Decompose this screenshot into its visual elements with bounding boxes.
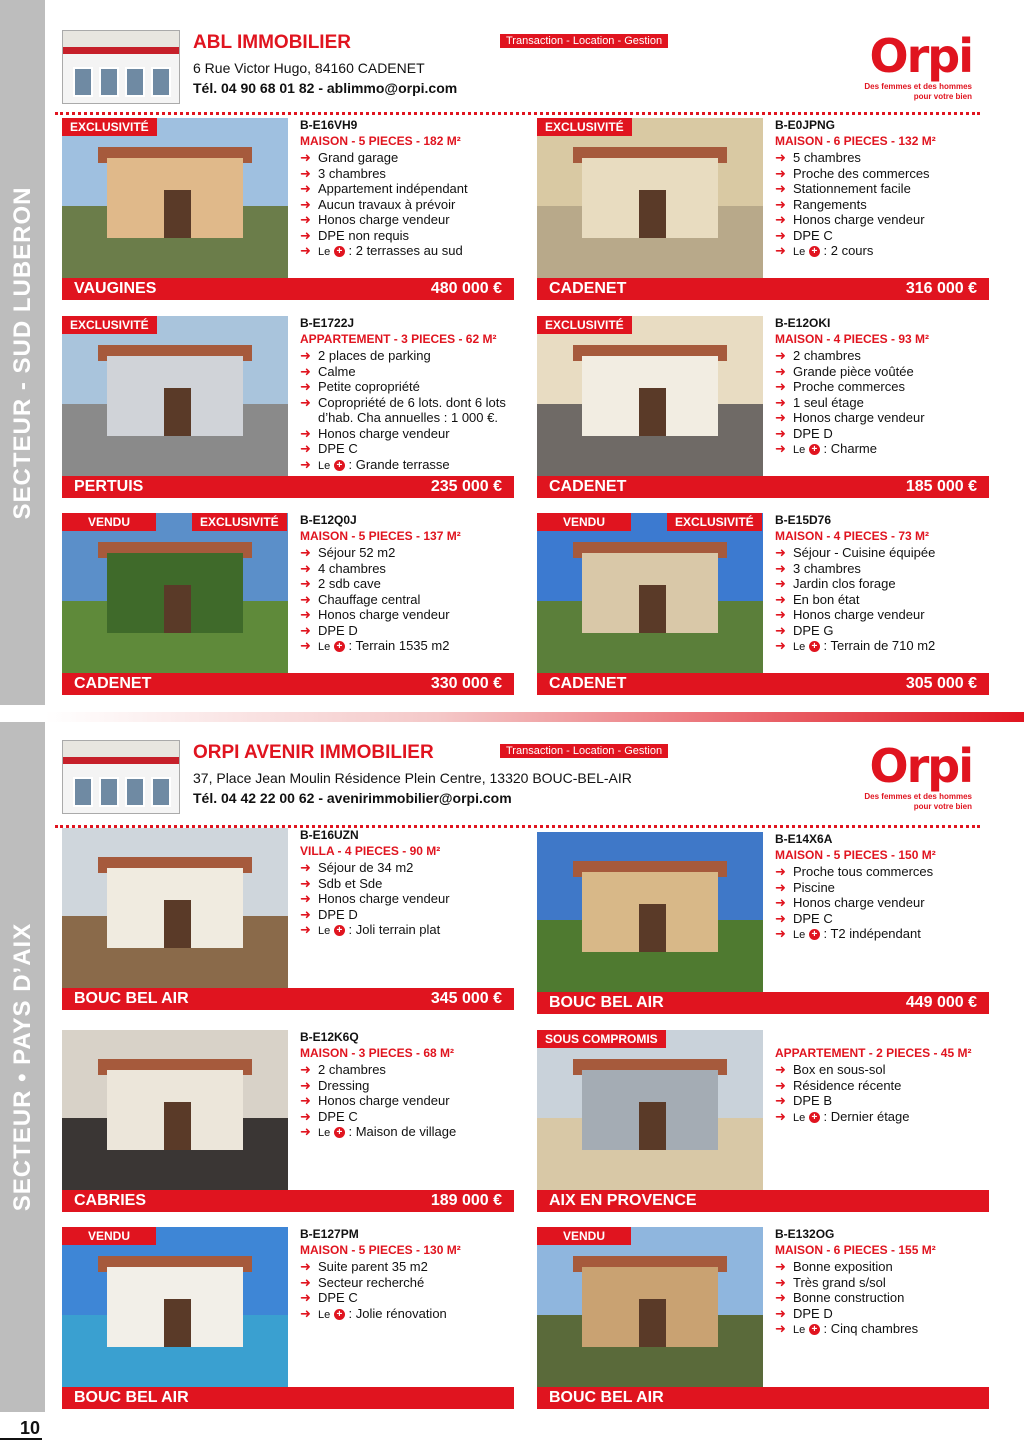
arrow-icon: ➜ bbox=[775, 1305, 786, 1321]
arrow-icon: ➜ bbox=[775, 165, 786, 181]
arrow-icon: ➜ bbox=[775, 1259, 786, 1274]
feature-item: ➜ Petite copropriété bbox=[300, 379, 420, 394]
listing-footer-bar bbox=[62, 278, 514, 300]
arrow-icon: ➜ bbox=[775, 441, 786, 456]
listing-card[interactable] bbox=[537, 118, 989, 308]
arrow-icon: ➜ bbox=[775, 560, 786, 576]
feature-item: ➜ Grand garage bbox=[300, 150, 399, 165]
listing-city: CADENET bbox=[549, 675, 627, 692]
listing-city: BOUC BEL AIR bbox=[549, 994, 664, 1011]
listing-reference bbox=[775, 1030, 989, 1046]
listing-type: APPARTEMENT - 2 PIECES - 45 M² bbox=[775, 1046, 972, 1060]
arrow-icon: ➜ bbox=[300, 607, 311, 622]
feature-item: ➜ Calme bbox=[300, 363, 356, 379]
feature-item: ➜ Séjour - Cuisine équipée bbox=[775, 545, 936, 560]
feature-plus: ➜ Le + : Terrain de 710 m2 bbox=[775, 638, 936, 653]
feature-item: ➜ 2 chambres bbox=[300, 1062, 386, 1077]
property-photo[interactable] bbox=[62, 118, 288, 278]
listing-card[interactable] bbox=[62, 1030, 514, 1220]
listing-card[interactable] bbox=[537, 832, 989, 1022]
feature-item: ➜ Grande pièce voûtée bbox=[775, 363, 914, 379]
feature-item: ➜ Jardin clos forage bbox=[775, 576, 896, 591]
agency-name: ABL IMMOBILIER bbox=[193, 32, 351, 53]
logo-tagline-1: Des femmes et des hommes bbox=[864, 82, 972, 91]
feature-item: ➜ 1 seul étage bbox=[775, 394, 864, 410]
arrow-icon: ➜ bbox=[300, 891, 311, 906]
feature-item: ➜ Honos charge vendeur bbox=[775, 212, 925, 227]
feature-item: ➜ 4 chambres bbox=[300, 560, 386, 576]
feature-item: ➜ Appartement indépendant bbox=[300, 181, 468, 196]
arrow-icon: ➜ bbox=[300, 1305, 311, 1321]
sidebar-section-pays-aix bbox=[0, 722, 45, 1412]
feature-item: ➜ Sdb et Sde bbox=[300, 875, 383, 891]
listing-reference: B-E14X6A bbox=[775, 832, 833, 846]
listing-price: 449 000 € bbox=[905, 994, 977, 1011]
feature-item: ➜ Rangements bbox=[775, 196, 867, 212]
feature-item: ➜ 3 chambres bbox=[300, 165, 386, 181]
arrow-icon: ➜ bbox=[775, 348, 786, 363]
agency-contact: Tél. 04 42 22 00 62 - avenirimmobilier@orpi.com bbox=[193, 790, 512, 806]
listing-city: VAUGINES bbox=[74, 280, 157, 297]
arrow-icon: ➜ bbox=[775, 243, 786, 258]
arrow-icon: ➜ bbox=[300, 622, 311, 638]
feature-item: ➜ Honos charge vendeur bbox=[300, 425, 450, 441]
arrow-icon: ➜ bbox=[300, 591, 311, 607]
feature-item: ➜ 2 chambres bbox=[775, 348, 861, 363]
listing-reference: B-E1722J bbox=[300, 316, 355, 330]
feature-item: ➜ Copropriété de 6 lots. dont 6 lots d’hab. Cha annuelles : 1 000 €. bbox=[300, 394, 506, 425]
arrow-icon: ➜ bbox=[300, 394, 311, 410]
feature-item: ➜ Box en sous-sol bbox=[775, 1062, 886, 1077]
feature-item: ➜ DPE non requis bbox=[300, 227, 410, 243]
sidebar-section-sud-luberon bbox=[0, 0, 45, 705]
feature-item: ➜ DPE C bbox=[775, 910, 833, 926]
property-photo[interactable] bbox=[537, 1030, 763, 1190]
feature-item: ➜ 2 places de parking bbox=[300, 348, 431, 363]
listing-card[interactable] bbox=[62, 513, 514, 703]
arrow-icon: ➜ bbox=[300, 456, 311, 472]
listing-details bbox=[775, 316, 989, 459]
plus-icon: + bbox=[334, 641, 345, 652]
property-photo[interactable] bbox=[537, 832, 763, 992]
feature-plus: ➜ Le + : T2 indépendant bbox=[775, 926, 921, 941]
status-badge: EXCLUSIVITÉ bbox=[62, 316, 157, 334]
feature-item: ➜ Honos charge vendeur bbox=[300, 1093, 450, 1108]
arrow-icon: ➜ bbox=[300, 243, 311, 258]
listing-details bbox=[300, 1227, 514, 1323]
arrow-icon: ➜ bbox=[775, 576, 786, 591]
listing-reference: B-E0JPNG bbox=[775, 118, 836, 132]
listing-city: CADENET bbox=[74, 675, 152, 692]
feature-plus: ➜ Le + : 2 cours bbox=[775, 243, 874, 258]
listing-city: BOUC BEL AIR bbox=[74, 1389, 189, 1406]
listing-price: 189 000 € bbox=[430, 1192, 502, 1209]
feature-item: ➜ DPE C bbox=[300, 1108, 358, 1124]
arrow-icon: ➜ bbox=[775, 394, 786, 410]
arrow-icon: ➜ bbox=[300, 1093, 311, 1108]
listing-card[interactable] bbox=[62, 828, 514, 1018]
feature-item: ➜ 2 sdb cave bbox=[300, 576, 381, 591]
arrow-icon: ➜ bbox=[300, 560, 311, 576]
listing-details bbox=[775, 1030, 989, 1126]
plus-icon: + bbox=[334, 1127, 345, 1138]
arrow-icon: ➜ bbox=[775, 1290, 786, 1305]
logo-brand: Orpi bbox=[869, 739, 972, 793]
status-badge: EXCLUSIVITÉ bbox=[667, 513, 762, 531]
status-badge: EXCLUSIVITÉ bbox=[62, 118, 157, 136]
arrow-icon: ➜ bbox=[775, 181, 786, 196]
feature-item: ➜ Honos charge vendeur bbox=[300, 607, 450, 622]
arrow-icon: ➜ bbox=[300, 150, 311, 165]
arrow-icon: ➜ bbox=[775, 363, 786, 379]
listing-reference: B-E12K6Q bbox=[300, 1030, 359, 1044]
feature-item: ➜ Bonne exposition bbox=[775, 1259, 893, 1274]
feature-plus: ➜ Le + : Joli terrain plat bbox=[300, 922, 441, 937]
feature-item: ➜ Stationnement facile bbox=[775, 181, 911, 196]
listing-details bbox=[300, 1030, 514, 1142]
feature-item: ➜ 5 chambres bbox=[775, 150, 861, 165]
feature-plus: ➜ Le + : Charme bbox=[775, 441, 877, 456]
arrow-icon: ➜ bbox=[300, 425, 311, 441]
plus-icon: + bbox=[334, 1309, 345, 1320]
feature-item: ➜ Séjour 52 m2 bbox=[300, 545, 396, 560]
arrow-icon: ➜ bbox=[300, 922, 311, 937]
arrow-icon: ➜ bbox=[300, 875, 311, 891]
listing-card[interactable] bbox=[62, 316, 514, 506]
arrow-icon: ➜ bbox=[300, 196, 311, 212]
arrow-icon: ➜ bbox=[300, 545, 311, 560]
arrow-icon: ➜ bbox=[300, 1062, 311, 1077]
arrow-icon: ➜ bbox=[775, 196, 786, 212]
feature-item: ➜ DPE D bbox=[300, 622, 358, 638]
plus-icon: + bbox=[809, 1324, 820, 1335]
listing-reference: B-E12OKI bbox=[775, 316, 831, 330]
status-badge: VENDU bbox=[537, 513, 631, 531]
listing-footer-bar bbox=[62, 476, 514, 498]
feature-item: ➜ Bonne construction bbox=[775, 1290, 905, 1305]
feature-item: ➜ DPE D bbox=[775, 425, 833, 441]
feature-plus: ➜ Le + : 2 terrasses au sud bbox=[300, 243, 463, 258]
feature-item: ➜ DPE C bbox=[300, 441, 358, 456]
arrow-icon: ➜ bbox=[300, 1108, 311, 1124]
plus-icon: + bbox=[809, 246, 820, 257]
listing-city: BOUC BEL AIR bbox=[74, 990, 189, 1007]
listing-reference: B-E16VH9 bbox=[300, 118, 358, 132]
feature-plus: ➜ Le + : Maison de village bbox=[300, 1124, 457, 1139]
arrow-icon: ➜ bbox=[300, 1124, 311, 1139]
listing-type: MAISON - 5 PIECES - 130 M² bbox=[300, 1243, 461, 1257]
listing-type: MAISON - 5 PIECES - 137 M² bbox=[300, 529, 461, 543]
listing-details bbox=[300, 316, 514, 474]
feature-item: ➜ Très grand s/sol bbox=[775, 1274, 886, 1290]
listing-type: MAISON - 6 PIECES - 132 M² bbox=[775, 134, 936, 148]
arrow-icon: ➜ bbox=[775, 895, 786, 910]
listing-card[interactable] bbox=[537, 1227, 989, 1417]
arrow-icon: ➜ bbox=[300, 181, 311, 196]
plus-icon: + bbox=[809, 641, 820, 652]
listing-footer-bar bbox=[62, 988, 514, 1010]
listing-city: CABRIES bbox=[74, 1192, 147, 1209]
listing-type: APPARTEMENT - 3 PIECES - 62 M² bbox=[300, 332, 497, 346]
listing-city: CADENET bbox=[549, 280, 627, 297]
arrow-icon: ➜ bbox=[775, 910, 786, 926]
feature-plus: ➜ Le + : Cinq chambres bbox=[775, 1321, 919, 1336]
arrow-icon: ➜ bbox=[300, 441, 311, 456]
listing-details bbox=[775, 513, 989, 656]
listing-price: 345 000 € bbox=[430, 990, 502, 1007]
property-photo[interactable] bbox=[537, 1227, 763, 1387]
listing-price: 235 000 € bbox=[430, 478, 502, 495]
property-photo[interactable] bbox=[62, 1227, 288, 1387]
feature-plus: ➜ Le + : Terrain 1535 m2 bbox=[300, 638, 450, 653]
feature-item: ➜ Honos charge vendeur bbox=[775, 410, 925, 425]
arrow-icon: ➜ bbox=[775, 1062, 786, 1077]
arrow-icon: ➜ bbox=[775, 425, 786, 441]
feature-item: ➜ En bon état bbox=[775, 591, 860, 607]
listing-city: AIX EN PROVENCE bbox=[549, 1192, 697, 1209]
arrow-icon: ➜ bbox=[300, 860, 311, 875]
arrow-icon: ➜ bbox=[300, 379, 311, 394]
feature-item: ➜ Proche tous commerces bbox=[775, 864, 934, 879]
listing-type: MAISON - 4 PIECES - 73 M² bbox=[775, 529, 930, 543]
feature-item: ➜ Proche commerces bbox=[775, 379, 905, 394]
listing-footer-bar bbox=[62, 1190, 514, 1212]
listing-reference: B-E16UZN bbox=[300, 828, 359, 842]
arrow-icon: ➜ bbox=[775, 638, 786, 653]
listing-card[interactable] bbox=[537, 513, 989, 703]
feature-item: ➜ Résidence récente bbox=[775, 1077, 902, 1093]
arrow-icon: ➜ bbox=[775, 1093, 786, 1108]
listing-details bbox=[775, 832, 989, 944]
status-badge: EXCLUSIVITÉ bbox=[537, 118, 632, 136]
arrow-icon: ➜ bbox=[300, 165, 311, 181]
arrow-icon: ➜ bbox=[300, 1290, 311, 1305]
listing-card[interactable] bbox=[537, 1030, 989, 1220]
arrow-icon: ➜ bbox=[300, 363, 311, 379]
feature-item: ➜ Piscine bbox=[775, 879, 835, 895]
page-number: 10 bbox=[0, 1418, 42, 1440]
listing-type: MAISON - 3 PIECES - 68 M² bbox=[300, 1046, 455, 1060]
property-photo[interactable] bbox=[62, 513, 288, 673]
feature-item: ➜ DPE D bbox=[775, 1305, 833, 1321]
feature-item: ➜ Honos charge vendeur bbox=[300, 212, 450, 227]
agency-services-badge: Transaction - Location - Gestion bbox=[500, 744, 668, 758]
plus-icon: + bbox=[809, 444, 820, 455]
logo-tagline-2: pour votre bien bbox=[913, 802, 972, 811]
listing-card[interactable] bbox=[62, 118, 514, 308]
agency-header-avenir bbox=[62, 740, 982, 818]
listing-reference: B-E127PM bbox=[300, 1227, 359, 1241]
agency-address: 6 Rue Victor Hugo, 84160 CADENET bbox=[193, 60, 425, 76]
property-photo[interactable] bbox=[62, 316, 288, 476]
listing-footer-bar bbox=[537, 992, 989, 1014]
listing-city: BOUC BEL AIR bbox=[549, 1389, 664, 1406]
arrow-icon: ➜ bbox=[775, 864, 786, 879]
listing-price: 316 000 € bbox=[905, 280, 977, 297]
property-photo[interactable] bbox=[537, 513, 763, 673]
feature-item: ➜ Proche des commerces bbox=[775, 165, 930, 181]
property-photo[interactable] bbox=[537, 118, 763, 278]
section-divider bbox=[45, 712, 1024, 722]
agency-name: ORPI AVENIR IMMOBILIER bbox=[193, 742, 434, 763]
feature-item: ➜ 3 chambres bbox=[775, 560, 861, 576]
arrow-icon: ➜ bbox=[300, 1259, 311, 1274]
listing-footer-bar bbox=[537, 278, 989, 300]
listing-reference: B-E15D76 bbox=[775, 513, 832, 527]
dotted-separator bbox=[55, 112, 980, 115]
listing-city: PERTUIS bbox=[74, 478, 144, 495]
arrow-icon: ➜ bbox=[775, 1108, 786, 1124]
logo-tagline-1: Des femmes et des hommes bbox=[864, 792, 972, 801]
listing-details bbox=[775, 118, 989, 261]
status-badge: EXCLUSIVITÉ bbox=[537, 316, 632, 334]
feature-item: ➜ DPE G bbox=[775, 622, 834, 638]
feature-item: ➜ Honos charge vendeur bbox=[300, 891, 450, 906]
arrow-icon: ➜ bbox=[775, 545, 786, 560]
arrow-icon: ➜ bbox=[775, 212, 786, 227]
arrow-icon: ➜ bbox=[300, 212, 311, 227]
listing-card[interactable] bbox=[537, 316, 989, 506]
arrow-icon: ➜ bbox=[775, 227, 786, 243]
status-badge: EXCLUSIVITÉ bbox=[192, 513, 287, 531]
feature-item: ➜ Aucun travaux à prévoir bbox=[300, 196, 456, 212]
agency-address: 37, Place Jean Moulin Résidence Plein Centre, 13320 BOUC-BEL-AIR bbox=[193, 770, 632, 786]
listing-type: MAISON - 5 PIECES - 150 M² bbox=[775, 848, 936, 862]
listing-price: 305 000 € bbox=[905, 675, 977, 692]
arrow-icon: ➜ bbox=[775, 410, 786, 425]
arrow-icon: ➜ bbox=[300, 227, 311, 243]
plus-icon: + bbox=[334, 925, 345, 936]
feature-item: ➜ Honos charge vendeur bbox=[775, 895, 925, 910]
feature-item: ➜ Chauffage central bbox=[300, 591, 421, 607]
arrow-icon: ➜ bbox=[300, 906, 311, 922]
feature-item: ➜ DPE D bbox=[300, 906, 358, 922]
arrow-icon: ➜ bbox=[775, 1321, 786, 1336]
status-badge: VENDU bbox=[62, 1227, 156, 1245]
plus-icon: + bbox=[809, 929, 820, 940]
listing-card[interactable] bbox=[62, 1227, 514, 1417]
arrow-icon: ➜ bbox=[775, 607, 786, 622]
feature-item: ➜ DPE C bbox=[775, 227, 833, 243]
listing-footer-bar bbox=[62, 673, 514, 695]
status-badge: VENDU bbox=[537, 1227, 631, 1245]
arrow-icon: ➜ bbox=[775, 379, 786, 394]
arrow-icon: ➜ bbox=[775, 591, 786, 607]
listing-price: 480 000 € bbox=[430, 280, 502, 297]
listing-footer-bar bbox=[62, 1387, 514, 1409]
arrow-icon: ➜ bbox=[300, 576, 311, 591]
property-photo[interactable] bbox=[537, 316, 763, 476]
plus-icon: + bbox=[334, 460, 345, 471]
agency-storefront-photo bbox=[62, 740, 180, 814]
arrow-icon: ➜ bbox=[775, 1274, 786, 1290]
agency-storefront-photo bbox=[62, 30, 180, 104]
arrow-icon: ➜ bbox=[300, 638, 311, 653]
arrow-icon: ➜ bbox=[775, 879, 786, 895]
plus-icon: + bbox=[334, 246, 345, 257]
logo-tagline-2: pour votre bien bbox=[913, 92, 972, 101]
listing-details bbox=[300, 118, 514, 261]
feature-item: ➜ Séjour de 34 m2 bbox=[300, 860, 414, 875]
agency-contact: Tél. 04 90 68 01 82 - ablimmo@orpi.com bbox=[193, 80, 458, 96]
listing-details bbox=[300, 513, 514, 656]
feature-item: ➜ DPE B bbox=[775, 1093, 833, 1108]
listing-type: MAISON - 6 PIECES - 155 M² bbox=[775, 1243, 936, 1257]
feature-item: ➜ Suite parent 35 m2 bbox=[300, 1259, 428, 1274]
status-badge: SOUS COMPROMIS bbox=[537, 1030, 666, 1048]
orpi-logo bbox=[842, 30, 972, 102]
feature-plus: ➜ Le + : Jolie rénovation bbox=[300, 1305, 447, 1321]
arrow-icon: ➜ bbox=[300, 1077, 311, 1093]
listing-footer-bar bbox=[537, 673, 989, 695]
listing-type: MAISON - 5 PIECES - 182 M² bbox=[300, 134, 461, 148]
listing-reference: B-E12Q0J bbox=[300, 513, 357, 527]
arrow-icon: ➜ bbox=[775, 1077, 786, 1093]
plus-icon: + bbox=[809, 1112, 820, 1123]
listing-price: 330 000 € bbox=[430, 675, 502, 692]
listing-footer-bar bbox=[537, 1190, 989, 1212]
status-badge: VENDU bbox=[62, 513, 156, 531]
property-photo[interactable] bbox=[62, 1030, 288, 1190]
feature-plus: ➜ Le + : Grande terrasse bbox=[300, 456, 450, 472]
listing-details bbox=[300, 828, 514, 940]
listing-type: VILLA - 4 PIECES - 90 M² bbox=[300, 844, 441, 858]
arrow-icon: ➜ bbox=[775, 926, 786, 941]
arrow-icon: ➜ bbox=[775, 150, 786, 165]
feature-item: ➜ Secteur recherché bbox=[300, 1274, 425, 1290]
sidebar-label-bottom: SECTEUR • PAYS D’AIX bbox=[8, 922, 36, 1212]
agency-services-badge: Transaction - Location - Gestion bbox=[500, 34, 668, 48]
listing-footer-bar bbox=[537, 476, 989, 498]
sidebar-label-top: SECTEUR - SUD LUBERON bbox=[8, 185, 36, 520]
property-photo[interactable] bbox=[62, 828, 288, 988]
arrow-icon: ➜ bbox=[300, 348, 311, 363]
listing-city: CADENET bbox=[549, 478, 627, 495]
listing-footer-bar bbox=[537, 1387, 989, 1409]
listing-details bbox=[775, 1227, 989, 1339]
feature-item: ➜ Dressing bbox=[300, 1077, 370, 1093]
listing-type: MAISON - 4 PIECES - 93 M² bbox=[775, 332, 930, 346]
arrow-icon: ➜ bbox=[300, 1274, 311, 1290]
agency-header-abl bbox=[62, 30, 982, 108]
logo-brand: Orpi bbox=[869, 29, 972, 83]
feature-item: ➜ DPE C bbox=[300, 1290, 358, 1305]
listing-reference: B-E132OG bbox=[775, 1227, 835, 1241]
feature-item: ➜ Honos charge vendeur bbox=[775, 607, 925, 622]
listing-price: 185 000 € bbox=[905, 478, 977, 495]
orpi-logo bbox=[842, 740, 972, 812]
arrow-icon: ➜ bbox=[775, 622, 786, 638]
feature-plus: ➜ Le + : Dernier étage bbox=[775, 1108, 910, 1124]
